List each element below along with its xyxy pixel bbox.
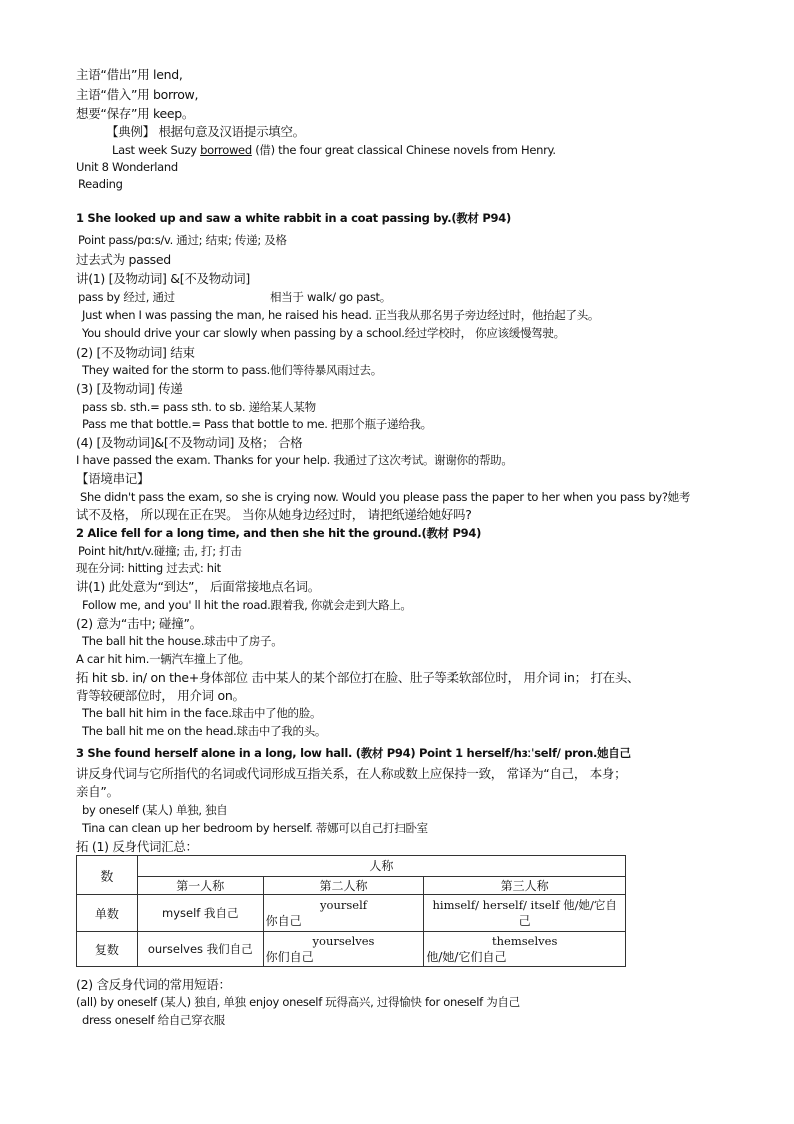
text-line: Point pass/pɑːs/v. 通过; 结束; 传递; 及格: [78, 233, 287, 247]
text-line: Pass me that bottle.= Pass that bottle to me. 把那个瓶子递给我。: [82, 417, 432, 431]
text-line: 相当于 walk/ go past。: [270, 290, 391, 304]
answer-blank: borrowed: [200, 143, 252, 157]
table-row: [77, 932, 626, 967]
text-line: (2) [不及物动词] 结束: [76, 345, 195, 360]
table-cell: yourselves 你们自己: [263, 932, 424, 967]
text-line: 亲自”。: [76, 784, 119, 799]
header-number: 数: [77, 856, 138, 895]
col-third-person: 第三人称: [424, 876, 626, 894]
text-line: 主语“借入”用 borrow,: [76, 87, 199, 102]
text-line: 主语“借出”用 lend,: [76, 67, 183, 82]
text-line: Follow me, and you' ll hit the road.跟着我, 你就会走到大路上。: [82, 598, 412, 612]
sentence-heading-3: 3 She found herself alone in a long, low hall. (教材 P94) Point 1 herself/hɜːˈself/ pron.她自己: [76, 746, 631, 760]
row-label-plural: 复数: [77, 932, 138, 967]
col-first-person: 第一人称: [137, 876, 263, 894]
table-cell: himself/ herself/ itself 他/她/它自 己: [424, 895, 626, 932]
text-line: (2) 含反身代词的常用短语：: [76, 977, 231, 992]
text-line: Tina can clean up her bedroom by herself. 蒂娜可以自己打扫卧室: [82, 821, 428, 835]
text-line: They waited for the storm to pass.他们等待暴风雨过去。: [82, 363, 382, 377]
text-line: The ball hit me on the head.球击中了我的头。: [82, 724, 327, 738]
col-second-person: 第二人称: [263, 876, 424, 894]
example-heading: 【典例】 根据句意及汉语提示填空。: [106, 124, 305, 139]
text-line: She didn't pass the exam, so she is crying now. Would you please pass the paper to her when you pass by?她考: [80, 490, 691, 504]
sentence-heading-1: 1 She looked up and saw a white rabbit in a coat passing by.(教材 P94): [76, 211, 511, 225]
row-label-singular: 单数: [77, 895, 138, 932]
text-line: 过去式为 passed: [76, 252, 171, 267]
text-line: 拓 hit sb. in/ on the+身体部位 击中某人的某个部位打在脸、肚子等柔软部位时， 用介词 in； 打在头、: [76, 670, 640, 685]
table-cell: ourselves 我们自己: [137, 932, 263, 967]
context-heading: 【语境串记】: [76, 471, 150, 486]
table-cell: themselves 他/她/它们自己: [424, 932, 626, 967]
text-line: by oneself (某人) 单独, 独自: [82, 803, 228, 817]
text-line: You should drive your car slowly when passing by a school.经过学校时， 你应该缓慢驾驶。: [82, 326, 565, 340]
text-line: pass by 经过, 通过: [78, 290, 175, 304]
text-line: The ball hit him in the face.球击中了他的脸。: [82, 706, 322, 720]
text-line: pass sb. sth.= pass sth. to sb. 递给某人某物: [82, 400, 316, 414]
text-line: The ball hit the house.球击中了房子。: [82, 634, 283, 648]
text-line: 拓 (1) 反身代词汇总：: [76, 839, 198, 854]
text-line: Point hit/hɪt/v.碰撞; 击, 打; 打击: [78, 544, 242, 558]
text-line: dress oneself 给自己穿衣服: [82, 1013, 225, 1027]
table-cell: yourself 你自己: [263, 895, 424, 932]
text-line: 想要“保存”用 keep。: [76, 106, 195, 121]
text-line: 讲(1) 此处意为“到达”， 后面常接地点名词。: [76, 579, 320, 594]
text-line: (all) by oneself (某人) 独自, 单独 enjoy oneself 玩得高兴, 过得愉快 for oneself 为自己: [76, 995, 520, 1009]
sentence-heading-2: 2 Alice fell for a long time, and then she hit the ground.(教材 P94): [76, 526, 482, 540]
text-line: 背等较硬部位时， 用介词 on。: [76, 688, 245, 703]
text-line: 讲反身代词与它所指代的名词或代词形成互指关系，在人称或数上应保持一致， 常译为“自己， 本身；: [76, 766, 627, 781]
reflexive-pronoun-table: [76, 855, 626, 967]
text-line: A car hit him.一辆汽车撞上了他。: [76, 652, 250, 666]
header-person: 人称: [137, 856, 625, 877]
table-row: [77, 895, 626, 932]
text-line: (3) [及物动词] 传递: [76, 381, 183, 396]
text-line: Just when I was passing the man, he raised his head. 正当我从那名男子旁边经过时，他抬起了头。: [82, 308, 600, 322]
text-line: (4) [及物动词]&[不及物动词] 及格； 合格: [76, 435, 303, 450]
text-line: 试不及格， 所以现在正在哭。 当你从她身边经过时， 请把纸递给她好吗?: [76, 507, 472, 522]
table-cell: myself 我自己: [137, 895, 263, 932]
example-sentence: Last week Suzy borrowed (借) the four great classical Chinese novels from Henry.: [112, 143, 556, 157]
text-line: (2) 意为“击中; 碰撞”。: [76, 616, 202, 631]
text-line: I have passed the exam. Thanks for your help. 我通过了这次考试。谢谢你的帮助。: [76, 453, 513, 467]
unit-title: Unit 8 Wonderland: [76, 160, 178, 174]
section-title: Reading: [78, 177, 123, 191]
text-line: 现在分词: hitting 过去式: hit: [76, 561, 221, 575]
text-line: 讲(1) [及物动词] &[不及物动词]: [76, 271, 250, 286]
